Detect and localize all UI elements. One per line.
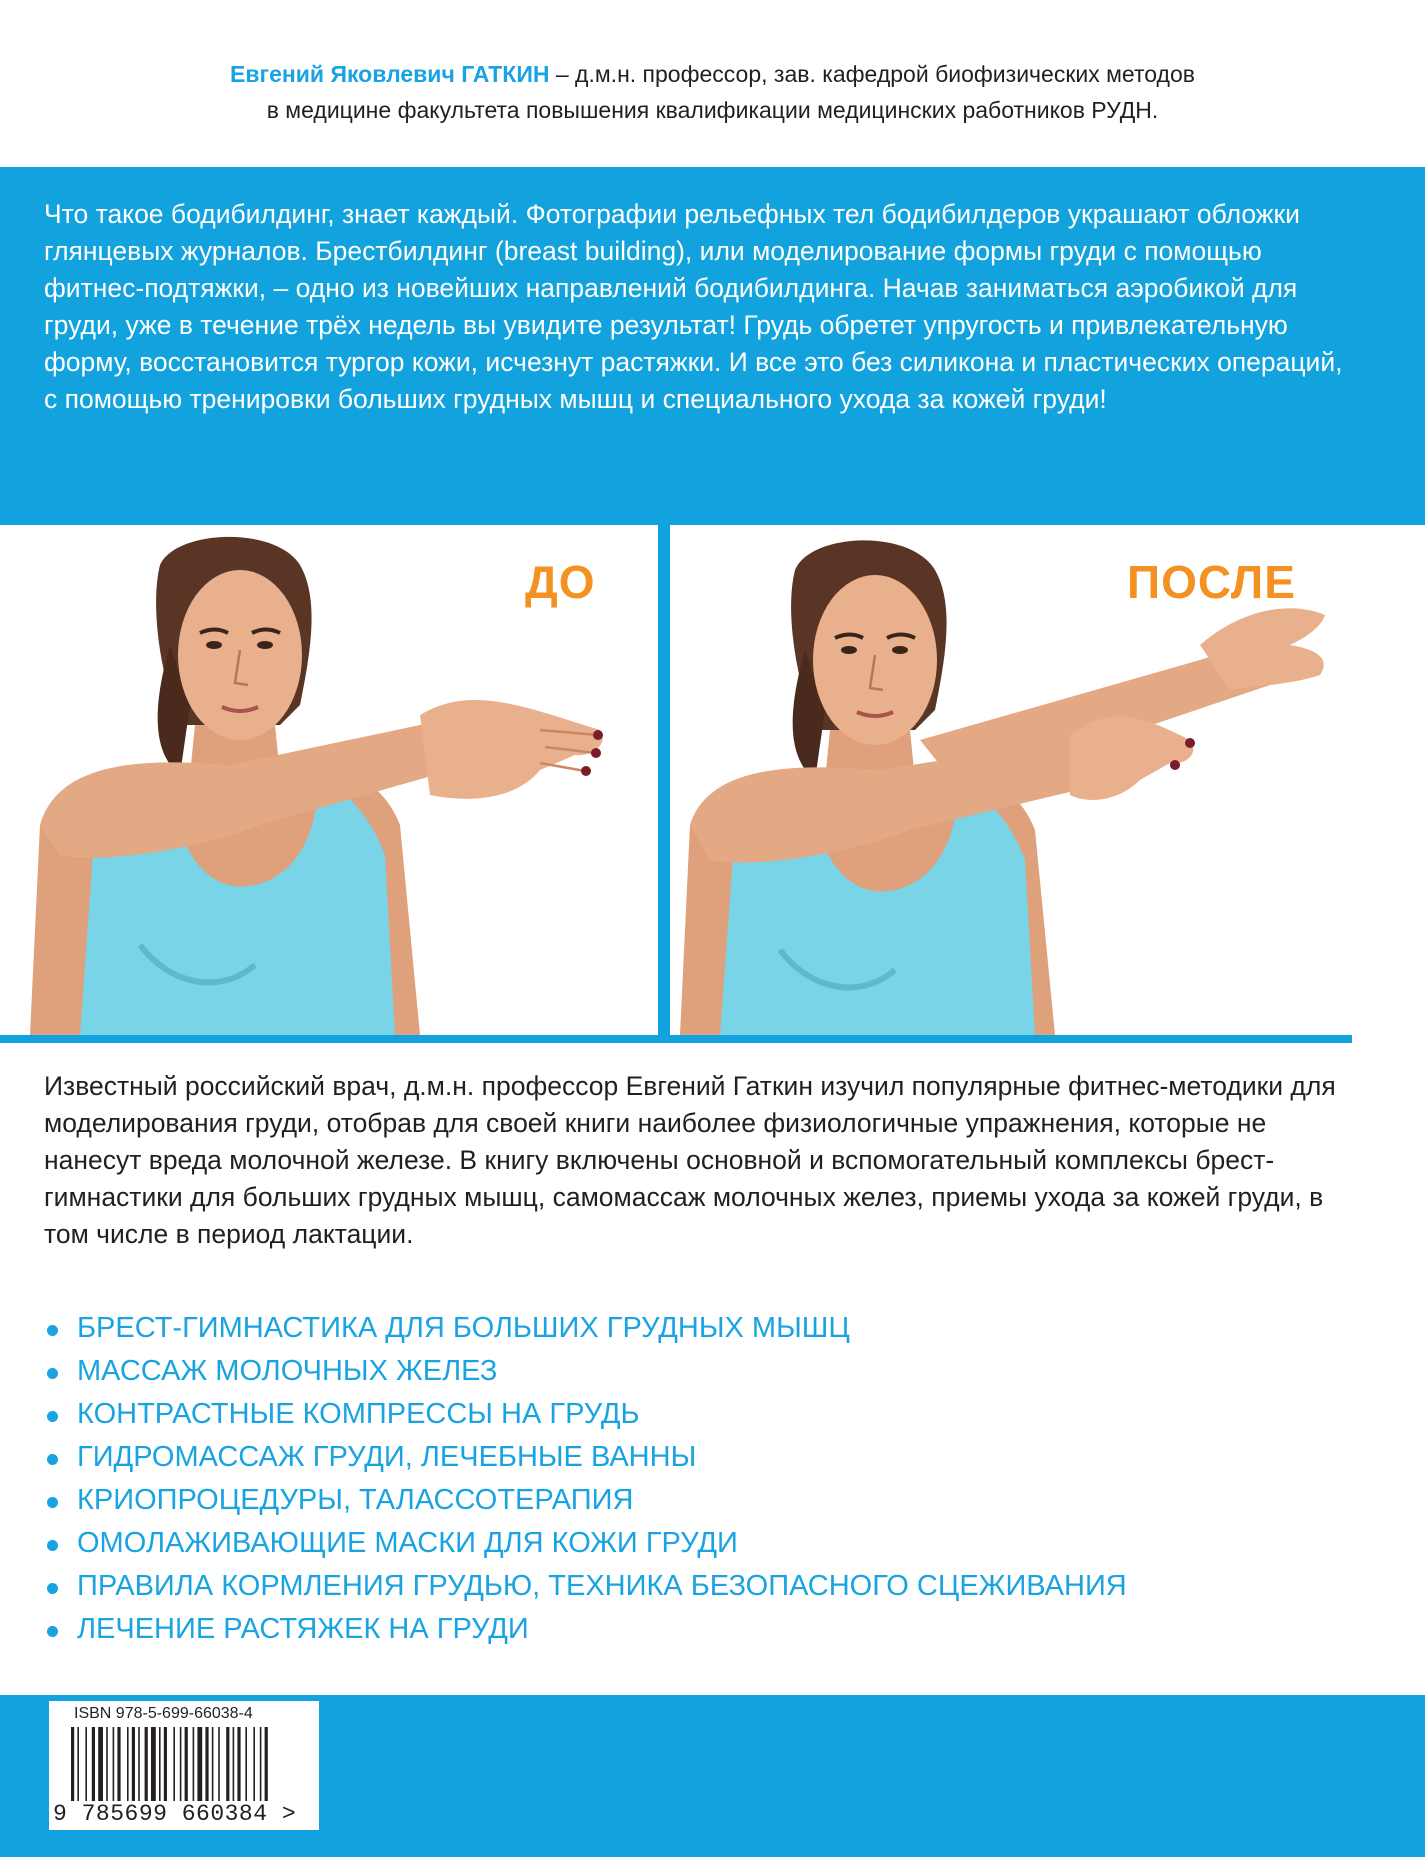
barcode-bar xyxy=(237,1727,240,1801)
feature-text: ПРАВИЛА КОРМЛЕНИЯ ГРУДЬЮ, ТЕХНИКА БЕЗОПАСНОГО СЦЕЖИВАНИЯ xyxy=(77,1570,1127,1602)
barcode-bar xyxy=(265,1727,268,1801)
feature-text: КОНТРАСТНЫЕ КОМПРЕССЫ НА ГРУДЬ xyxy=(77,1398,640,1430)
intro-band xyxy=(0,167,1425,525)
isbn-barcode xyxy=(49,1701,319,1830)
author-credit xyxy=(0,56,1425,128)
barcode-bar xyxy=(180,1727,182,1801)
barcode-bar xyxy=(92,1727,95,1801)
feature-list xyxy=(44,1307,1127,1651)
feature-text: БРЕСТ-ГИМНАСТИКА ДЛЯ БОЛЬШИХ ГРУДНЫХ МЫШЦ xyxy=(77,1312,850,1344)
barcode-bar xyxy=(77,1727,79,1801)
bullet-icon xyxy=(47,1497,58,1508)
barcode-bar xyxy=(212,1727,214,1801)
feature-item xyxy=(44,1436,1127,1479)
photo-divider-vertical xyxy=(658,525,670,1043)
barcode-bar xyxy=(185,1727,188,1801)
barcode-bar xyxy=(205,1727,208,1801)
barcode-bar xyxy=(233,1727,235,1801)
barcode-digits: 9 785699 660384 > xyxy=(53,1801,297,1827)
bullet-icon xyxy=(47,1454,58,1465)
feature-item xyxy=(44,1565,1127,1608)
before-label: ДО xyxy=(525,556,596,608)
barcode-bar xyxy=(145,1727,148,1801)
bullet-icon xyxy=(47,1411,58,1422)
feature-item xyxy=(44,1479,1127,1522)
feature-item xyxy=(44,1608,1127,1651)
feature-item xyxy=(44,1350,1127,1393)
barcode-bar xyxy=(132,1727,135,1801)
bullet-icon xyxy=(47,1540,58,1551)
author-line-2: в медицине факультета повышения квалификации медицинских работников РУДН. xyxy=(266,97,1159,123)
bullet-icon xyxy=(47,1368,58,1379)
barcode-bar xyxy=(260,1727,262,1801)
barcode-bar xyxy=(117,1727,120,1801)
barcode-bar xyxy=(253,1727,255,1801)
barcode-bar xyxy=(218,1727,220,1801)
barcode-bar xyxy=(85,1727,87,1801)
feature-item xyxy=(44,1522,1127,1565)
after-label: ПОСЛЕ xyxy=(1127,556,1296,608)
barcode-bar xyxy=(127,1727,129,1801)
barcode-bar xyxy=(71,1727,74,1801)
barcode-bar xyxy=(164,1727,167,1801)
feature-text: ГИДРОМАССАЖ ГРУДИ, ЛЕЧЕБНЫЕ ВАННЫ xyxy=(77,1441,697,1473)
bullet-icon xyxy=(47,1325,58,1336)
barcode-bar xyxy=(106,1727,108,1801)
bullet-icon xyxy=(47,1583,58,1594)
before-photo xyxy=(0,525,658,1035)
barcode-bar xyxy=(151,1727,156,1801)
feature-text: КРИОПРОЦЕДУРЫ, ТАЛАССОТЕРАПИЯ xyxy=(77,1484,634,1516)
feature-item xyxy=(44,1393,1127,1436)
barcode-bar xyxy=(197,1727,202,1801)
barcode-bar xyxy=(138,1727,140,1801)
barcode-bars xyxy=(71,1727,299,1801)
author-name: Евгений Яковлевич ГАТКИН xyxy=(230,61,550,87)
isbn-number: ISBN 978-5-699-66038-4 xyxy=(74,1705,253,1722)
barcode-bar xyxy=(245,1727,247,1801)
intro-text: Что такое бодибилдинг, знает каждый. Фотографии рельефных тел бодибилдеров украшают обложки глянцевых журналов. Брестбилдинг (breast building), или моделирование формы груди с помощью фитнес-подтяжки, – одно из новейших направлений бодибилдинга. Начав заниматься аэробикой для груди, уже в течение трёх недель вы увидите результат! Грудь обретет упругость и привлекательную форму, восстановится тургор кожи, исчезнут растяжки. И все это без силикона и пластических операций, с помощью тренировки больших грудных мышц и специального ухода за кожей груди! xyxy=(44,199,1343,414)
book-description: Известный российский врач, д.м.н. профессор Евгений Гаткин изучил популярные фитнес-методики для моделирования груди, отобрав для своей книги наиболее физиологичные упражнения, которые не нанесут вреда молочной железе. В книгу включены основной и вспомогательный комплексы брест-гимнастики для больших грудных мышц, самомассаж молочных желез, приемы ухода за кожей груди, в том числе в период лактации. xyxy=(44,1071,1336,1249)
barcode-bar xyxy=(159,1727,161,1801)
barcode-bar xyxy=(113,1727,115,1801)
bullet-icon xyxy=(47,1626,58,1637)
barcode-bar xyxy=(173,1727,175,1801)
photo-divider-horizontal xyxy=(0,1035,1352,1043)
author-line-1 xyxy=(0,56,1425,92)
barcode-bar xyxy=(193,1727,195,1801)
after-photo xyxy=(670,525,1356,1035)
barcode-bar xyxy=(98,1727,103,1801)
feature-text: МАССАЖ МОЛОЧНЫХ ЖЕЛЕЗ xyxy=(77,1355,498,1387)
feature-text: ОМОЛАЖИВАЮЩИЕ МАСКИ ДЛЯ КОЖИ ГРУДИ xyxy=(77,1527,738,1559)
author-title: – д.м.н. профессор, зав. кафедрой биофизических методов xyxy=(549,61,1195,87)
feature-text: ЛЕЧЕНИЕ РАСТЯЖЕК НА ГРУДИ xyxy=(77,1613,529,1645)
feature-item xyxy=(44,1307,1127,1350)
barcode-bar xyxy=(226,1727,229,1801)
